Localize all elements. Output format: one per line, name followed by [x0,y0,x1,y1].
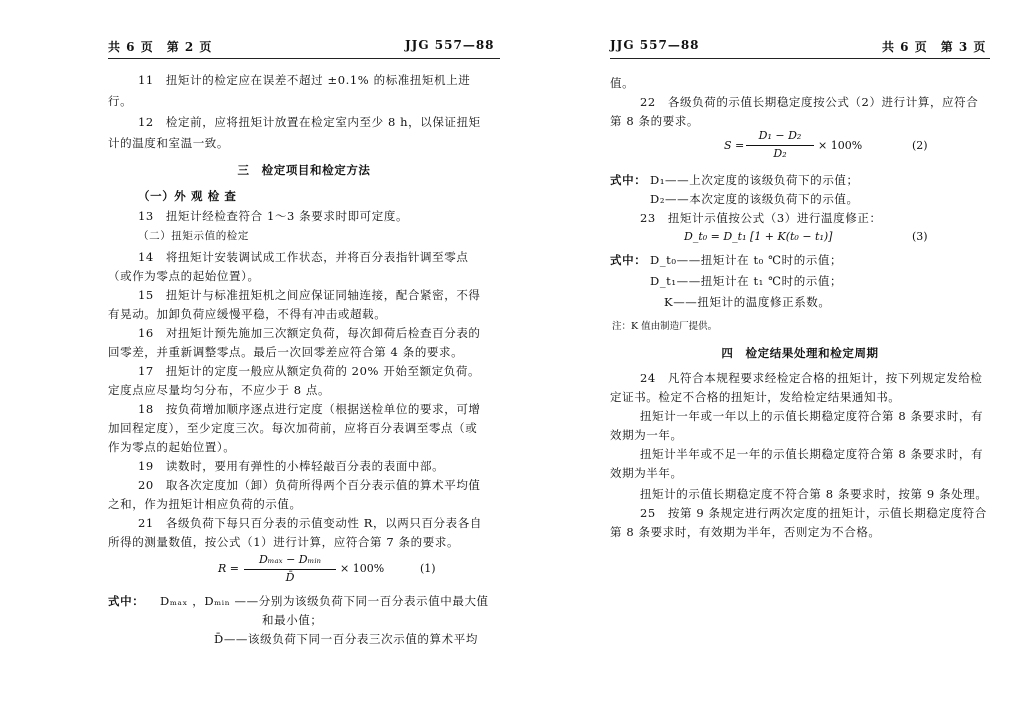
def-d1: D₁——上次定度的该级负荷下的示值； [650,173,859,187]
clause-21: 21 各级负荷下每只百分表的示值变动性 R，以两只百分表各自 [138,516,482,530]
clause-25: 25 按第 9 条规定进行两次定度的扭矩计，示值长期稳定度符合 [640,506,987,520]
clause-12-cont: 计的温度和室温一致。 [108,136,229,150]
formula-1-denominator: D̄ [285,571,295,584]
formula-2-lhs: S = [724,139,745,152]
clause-18-cont2: 作为零点的起始位置）。 [108,440,236,454]
clause-14: 14 将扭矩计安装调试成工作状态，并将百分表指针调至零点 [138,250,469,264]
def-dt0: D_t₀——扭矩计在 t₀ ℃时的示值； [650,253,843,267]
formula-2-fraction-bar [746,145,814,146]
section-title-3: 三 检定项目和检定方法 [237,163,371,177]
clause-24-cont: 定证书。检定不合格的扭矩计，发给检定结果通知书。 [610,390,901,404]
clause-24-half-year-cont: 效期为半年。 [610,466,683,480]
clause-13: 13 扭矩计经检查符合 1～3 条要求时即可定度。 [138,209,409,223]
clause-25-cont: 第 8 条要求时，有效期为半年，否则定为不合格。 [610,525,881,539]
clause-16: 16 对扭矩计预先施加三次额定负荷，每次卸荷后检查百分表的 [138,326,481,340]
header-rule [108,58,500,59]
def-dbar: D̄——该级负荷下同一百分表三次示值的算术平均 [214,632,478,646]
formula-2-tail: × 100% [818,139,863,152]
page-header-left: 共 6 页 第 2 页 [108,40,213,54]
clause-16-cont: 回零差，并重新调整零点。最后一次回零差应符合第 4 条的要求。 [108,345,464,359]
clause-20-cont: 之和，作为扭矩计相应负荷的示值。 [108,497,302,511]
formula-1-tail: × 100% [340,562,385,575]
formula-1-numerator: Dₘₐₓ − Dₘᵢₙ [258,553,322,566]
clause-24-one-year: 扭矩计一年或一年以上的示值长期稳定度符合第 8 条要求时，有 [640,409,984,423]
formula-2-number: (2) [912,139,928,152]
clause-21-cont: 所得的测量数值，按公式（1）进行计算，应符合第 7 条的要求。 [108,535,460,549]
where-label-3: 式中： [610,253,647,267]
clause-22: 22 各级负荷的示值长期稳定度按公式（2）进行计算，应符合 [640,95,979,109]
clause-24: 24 凡符合本规程要求经检定合格的扭矩计，按下列规定发给检 [640,371,983,385]
formula-2-numerator: D₁ − D₂ [758,129,802,142]
formula-1-lhs: R = [218,562,239,575]
subsection-appearance: （一）外 观 检 查 [138,189,237,203]
clause-24-one-year-cont: 效期为一年。 [610,428,683,442]
clause-15: 15 扭矩计与标准扭矩机之间应保证同轴连接，配合紧密，不得 [138,288,481,302]
def-d2: D₂——本次定度的该级负荷下的示值。 [650,192,859,206]
clause-18: 18 按负荷增加顺序逐点进行定度（根据送检单位的要求，可增 [138,402,481,416]
right-page [512,0,1024,724]
formula-1-fraction-bar [244,569,336,570]
clause-11: 11 扭矩计的检定应在误差不超过 ±0.1% 的标准扭矩机上进 [138,73,471,87]
note-k: 注：K 值由制造厂提供。 [612,321,718,332]
clause-23: 23 扭矩计示值按公式（3）进行温度修正： [640,211,882,225]
def-k: K——扭矩计的温度修正系数。 [664,295,831,309]
clause-19: 19 读数时，要用有弹性的小棒轻敲百分表的表面中部。 [138,459,445,473]
clause-17: 17 扭矩计的定度一般应从额定负荷的 20% 开始至额定负荷。 [138,364,481,378]
clause-11-cont: 行。 [108,94,133,108]
where-label-1: 式中： [108,594,145,608]
page-code: JJG 557—88 [405,38,495,52]
clause-17-cont: 定度点应尽量均匀分布，不应少于 8 点。 [108,383,331,397]
clause-12: 12 检定前，应将扭矩计放置在检定室内至少 8 h，以保证扭矩 [138,115,481,129]
clause-14-cont: （或作为零点的起始位置）。 [108,269,260,283]
formula-2-denominator: D₂ [773,147,787,160]
clause-20: 20 取各次定度加（卸）负荷所得两个百分表示值的算术平均值 [138,478,481,492]
section-title-4: 四 检定结果处理和检定周期 [721,346,879,360]
header-rule-right [610,58,990,59]
clause-18-cont: 加回程定度），至少定度三次。每次加荷前，应将百分表调至零点（或 [108,421,478,435]
def-dmax-dmin: Dₘₐₓ ，Dₘᵢₙ ——分别为该级负荷下同一百分表示值中最大值 [160,594,489,608]
subsection-torque: （二）扭矩示值的检定 [138,230,249,242]
clause-15-cont: 有晃动。加卸负荷应缓慢平稳，不得有冲击或超载。 [108,307,387,321]
clause-24-half-year: 扭矩计半年或不足一年的示值长期稳定度符合第 8 条要求时，有 [640,447,984,461]
formula-1-number: (1) [420,562,436,575]
def-dmax-dmin-cont: 和最小值； [262,613,323,627]
where-label-2: 式中： [610,173,647,187]
formula-3-number: (3) [912,230,928,243]
clause-21-end: 值。 [610,76,635,90]
clause-22-cont: 第 8 条的要求。 [610,114,700,128]
clause-24-fail: 扭矩计的示值长期稳定度不符合第 8 条要求时，按第 9 条处理。 [640,487,988,501]
page-code-right: JJG 557—88 [610,38,700,52]
formula-3-body: D_t₀ = D_t₁ [1 + K(t₀ − t₁)] [684,230,833,243]
page-header-right: 共 6 页 第 3 页 [882,40,987,54]
def-dt1: D_t₁——扭矩计在 t₁ ℃时的示值； [650,274,843,288]
